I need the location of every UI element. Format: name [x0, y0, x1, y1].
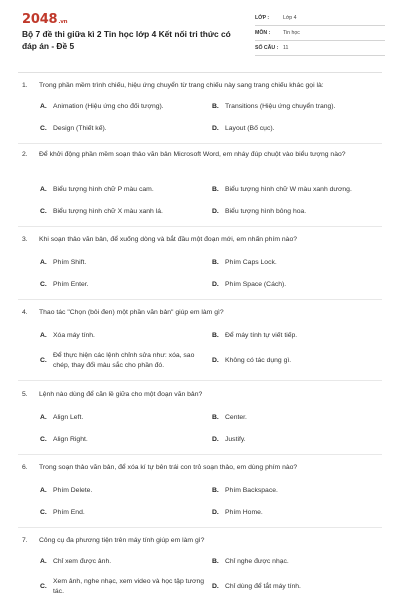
- document-title: Bộ 7 đề thi giữa kì 2 Tin học lớp 4 Kết nối tri thức có đáp án - Đề 5: [22, 29, 231, 51]
- option-text: Biểu tượng hình chữ X màu xanh lá.: [53, 208, 163, 215]
- option-letter: D.: [212, 125, 219, 132]
- option-letter: C.: [40, 125, 47, 132]
- option-letter: D.: [212, 509, 219, 516]
- option-letter: B.: [212, 186, 219, 193]
- option-text: Biểu tượng hình bông hoa.: [225, 208, 307, 215]
- question-4-option-d[interactable]: [212, 356, 362, 366]
- option-text: Center.: [225, 414, 247, 421]
- question-3-option-d[interactable]: [212, 280, 362, 290]
- option-letter: B.: [212, 487, 219, 494]
- logo-main: 2048: [22, 12, 58, 27]
- option-text: Biểu tượng hình chữ P màu cam.: [53, 186, 154, 193]
- option-text: Phím Space (Cách).: [225, 281, 287, 288]
- question-body: Trong phần mềm trình chiếu, hiệu ứng chuyển từ trang chiếu này sang trang chiếu khác gọi là:: [39, 82, 324, 89]
- option-letter: B.: [212, 332, 219, 339]
- option-letter: A.: [40, 558, 47, 565]
- question-7-option-b[interactable]: [212, 557, 362, 567]
- option-letter: C.: [40, 357, 47, 364]
- question-1-option-d[interactable]: [212, 124, 362, 134]
- option-text: Để thực hiện các lệnh chỉnh sửa như: xóa, sao chép, thay đổi màu sắc cho phần đó.: [53, 352, 195, 369]
- question-1-option-a[interactable]: [40, 102, 190, 112]
- option-text: Xóa máy tính.: [53, 332, 95, 339]
- option-letter: D.: [212, 208, 219, 215]
- meta-row-question-count: [255, 41, 385, 56]
- question-4-option-c[interactable]: [40, 351, 205, 371]
- option-text: Biểu tượng hình chữ W màu xanh dương.: [225, 186, 352, 193]
- question-number: 6.: [22, 464, 28, 471]
- option-text: Không có tác dụng gì.: [225, 357, 292, 364]
- option-text: Phím Shift.: [53, 259, 87, 266]
- question-1-text: [22, 81, 382, 91]
- option-letter: D.: [212, 281, 219, 288]
- question-number: 4.: [22, 309, 28, 316]
- question-separator: [18, 454, 382, 455]
- question-7-option-d[interactable]: [212, 582, 362, 592]
- option-text: Justify.: [225, 436, 246, 443]
- option-text: Để máy tính tự viết tiếp.: [225, 332, 298, 339]
- meta-value: 11: [283, 45, 289, 51]
- question-3-option-c[interactable]: [40, 280, 190, 290]
- option-letter: D.: [212, 357, 219, 364]
- option-text: Design (Thiết kế).: [53, 125, 107, 132]
- option-letter: A.: [40, 487, 47, 494]
- question-body: Để khởi động phần mềm soạn thảo văn bản Microsoft Word, em nháy đúp chuột vào biểu tượng nào?: [39, 151, 346, 158]
- site-logo[interactable]: [22, 12, 67, 27]
- question-5-text: [22, 390, 382, 400]
- meta-value: Lớp 4: [283, 15, 297, 21]
- question-separator: [18, 380, 382, 381]
- header-divider: [18, 72, 382, 73]
- question-separator: [18, 226, 382, 227]
- meta-key: MÔN :: [255, 30, 271, 36]
- question-2-text: [22, 150, 382, 160]
- option-text: Phím Caps Lock.: [225, 259, 277, 266]
- question-1-option-b[interactable]: [212, 102, 382, 112]
- option-text: Phím Delete.: [53, 487, 93, 494]
- question-separator: [18, 299, 382, 300]
- option-letter: A.: [40, 332, 47, 339]
- option-text: Transitions (Hiệu ứng chuyển trang).: [225, 103, 336, 110]
- question-body: Công cụ đa phương tiện trên máy tính giúp em làm gì?: [39, 537, 205, 544]
- question-body: Trong soạn thảo văn bản, để xóa kí tự bên trái con trỏ soạn thảo, em dùng phím nào?: [39, 464, 298, 471]
- meta-row-subject: [255, 26, 385, 41]
- meta-key: LỚP :: [255, 15, 270, 21]
- question-number: 2.: [22, 151, 28, 158]
- question-7-option-c[interactable]: [40, 577, 205, 597]
- question-6-text: [22, 463, 382, 473]
- question-4-option-b[interactable]: [212, 331, 362, 341]
- question-2-option-a[interactable]: [40, 185, 190, 195]
- option-letter: A.: [40, 186, 47, 193]
- question-body: Thao tác "Chọn (bôi đen) một phần văn bản" giúp em làm gì?: [39, 309, 224, 316]
- question-5-option-d[interactable]: [212, 435, 362, 445]
- option-text: Chỉ dùng để tắt máy tính.: [225, 583, 301, 590]
- question-4-option-a[interactable]: [40, 331, 190, 341]
- meta-value: Tin học: [283, 30, 300, 36]
- meta-key: SỐ CÂU :: [255, 45, 279, 51]
- question-separator: [18, 527, 382, 528]
- option-text: Chỉ xem được ảnh.: [53, 558, 112, 565]
- option-letter: C.: [40, 281, 47, 288]
- option-letter: A.: [40, 414, 47, 421]
- question-1-option-c[interactable]: [40, 124, 190, 134]
- option-text: Chỉ nghe được nhạc.: [225, 558, 289, 565]
- question-3-option-b[interactable]: [212, 258, 362, 268]
- option-letter: B.: [212, 414, 219, 421]
- option-text: Phím Home.: [225, 509, 263, 516]
- option-text: Align Right.: [53, 436, 88, 443]
- question-3-option-a[interactable]: [40, 258, 190, 268]
- question-7-option-a[interactable]: [40, 557, 190, 567]
- question-4-text: [22, 308, 382, 318]
- option-text: Animation (Hiệu ứng cho đối tượng).: [53, 103, 164, 110]
- logo-tld: .vn: [58, 19, 68, 25]
- question-3-text: [22, 235, 382, 245]
- question-number: 5.: [22, 391, 28, 398]
- option-text: Layout (Bố cục).: [225, 125, 275, 132]
- option-letter: B.: [212, 259, 219, 266]
- question-2-option-b[interactable]: [212, 185, 387, 195]
- question-5-option-b[interactable]: [212, 413, 362, 423]
- option-text: Phím Enter.: [53, 281, 89, 288]
- option-letter: B.: [212, 103, 219, 110]
- meta-row-grade: [255, 11, 385, 26]
- question-5-option-c[interactable]: [40, 435, 190, 445]
- option-letter: C.: [40, 208, 47, 215]
- question-6-option-b[interactable]: [212, 486, 362, 496]
- question-7-text: [22, 536, 382, 546]
- option-text: Align Left.: [53, 414, 84, 421]
- option-text: Xem ảnh, nghe nhạc, xem video và học tập tương tác.: [53, 578, 205, 595]
- question-6-option-a[interactable]: [40, 486, 190, 496]
- option-letter: D.: [212, 436, 219, 443]
- question-5-option-a[interactable]: [40, 413, 190, 423]
- question-separator: [18, 143, 382, 144]
- exam-meta: [255, 11, 385, 56]
- question-number: 7.: [22, 537, 28, 544]
- option-letter: A.: [40, 103, 47, 110]
- question-body: Khi soạn thảo văn bản, để xuống dòng và bắt đầu một đoạn mới, em nhấn phím nào?: [39, 236, 298, 243]
- option-letter: C.: [40, 509, 47, 516]
- question-2-option-c[interactable]: [40, 207, 190, 217]
- question-6-option-c[interactable]: [40, 508, 190, 518]
- question-number: 1.: [22, 82, 28, 89]
- option-letter: D.: [212, 583, 219, 590]
- option-letter: B.: [212, 558, 219, 565]
- question-6-option-d[interactable]: [212, 508, 362, 518]
- page-header: [0, 0, 400, 68]
- option-text: Phím Backspace.: [225, 487, 278, 494]
- option-letter: C.: [40, 436, 47, 443]
- option-text: Phím End.: [53, 509, 85, 516]
- option-letter: C.: [40, 583, 47, 590]
- option-letter: A.: [40, 259, 47, 266]
- question-body: Lệnh nào dùng để căn lề giữa cho một đoạn văn bản?: [39, 391, 203, 398]
- question-2-option-d[interactable]: [212, 207, 362, 217]
- question-number: 3.: [22, 236, 28, 243]
